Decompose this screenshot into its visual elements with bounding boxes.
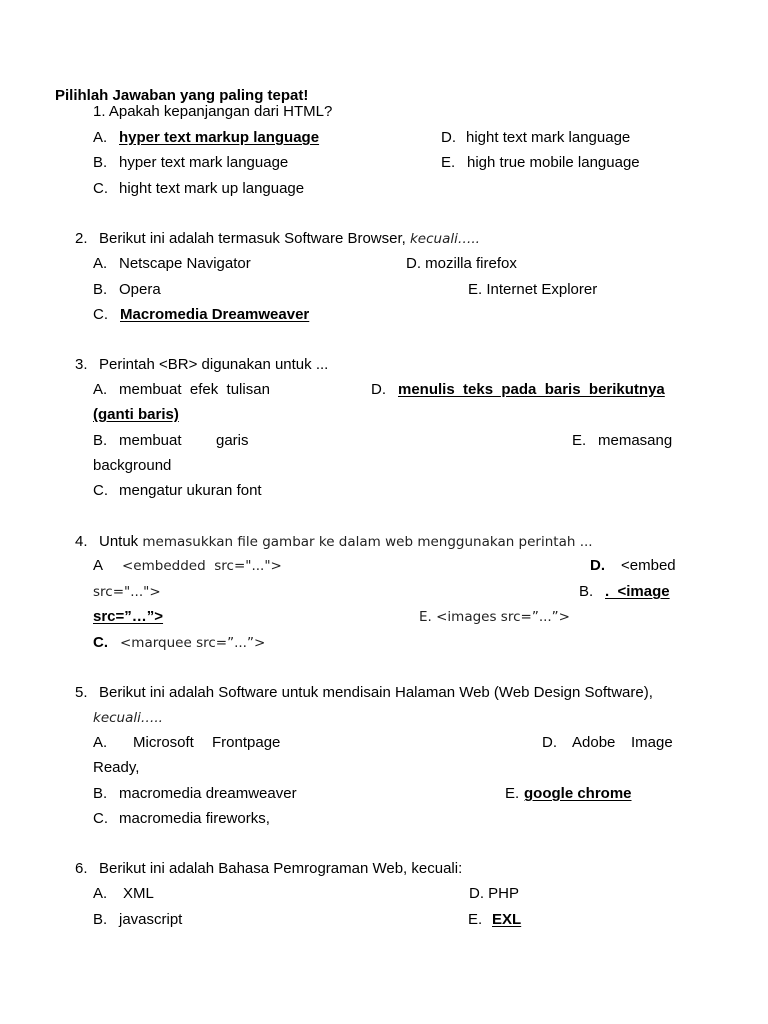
q4-option-d: <embed [621,557,676,574]
q3-option-e-cont: background [93,457,172,474]
q4-option-b-answer: . <image [605,583,670,600]
q3-option-d-answer-cont: (ganti baris) [93,406,179,423]
q4-option-a-letter: A [93,557,104,574]
q2-kecuali: kecuali….. [409,231,480,247]
q5-option-c-letter: C. [93,810,108,827]
q6-option-b: javascript [119,911,183,928]
q2-option-b-letter: B. [93,281,108,298]
q4-option-c: <marquee src=”...”> [120,635,266,651]
q1-option-a-letter: A. [93,129,108,146]
q5-option-e-letter: E. [505,785,520,802]
q6-question: Berikut ini adalah Bahasa Pemrograman Web, kecuali: [99,860,463,877]
q1-option-c-letter: C. [93,180,108,197]
q4-option-c-letter: C. [93,634,108,651]
q4-option-b-answer-cont: src=”…”> [93,608,164,625]
q3-option-d-letter: D. [371,381,386,398]
q2-option-a-letter: A. [93,255,108,272]
q3-option-b-word1: membuat [119,432,182,449]
q4-option-e: E. <images src=”...”> [419,609,570,625]
q3-option-e: memasang [598,432,673,449]
q2-option-c-answer: Macromedia Dreamweaver [120,306,310,323]
instruction-heading: Pilihlah Jawaban yang paling tepat! [55,87,309,104]
q3-option-a: membuat efek tulisan [119,381,270,398]
q3-number: 3. [75,356,88,373]
q4-option-a: <embedded src="..."> [122,558,282,574]
q5-option-a-word1: Microsoft [133,734,194,751]
q3-option-b-letter: B. [93,432,108,449]
q1-option-b-letter: B. [93,154,108,171]
q5-option-b: macromedia dreamweaver [119,785,297,802]
q5-option-a-word2: Frontpage [212,734,281,751]
q6-option-d: D. PHP [469,885,520,902]
q3-option-a-letter: A. [93,381,108,398]
q1-option-b: hyper text mark language [119,154,289,171]
q6-number: 6. [75,860,88,877]
q3-question: Perintah <BR> digunakan untuk ... [99,356,329,373]
q3-option-d-answer: menulis teks pada baris berikutnya [398,381,665,398]
q5-option-d-word1: Adobe [572,734,616,751]
q5-option-b-letter: B. [93,785,108,802]
q2-option-d: D. mozilla firefox [406,255,517,272]
q5-option-d-cont: Ready, [93,759,140,776]
q5-option-c: macromedia fireworks, [119,810,270,827]
q4-question: Untuk memasukkan file gambar ke dalam web menggunakan perintah ... [99,533,593,550]
q2-number: 2. [75,230,88,247]
q6-option-e-letter: E. [468,911,483,928]
q1-option-e: high true mobile language [467,154,640,171]
q5-kecuali: kecuali….. [93,710,163,726]
q1-option-c: hight text mark up language [119,180,305,197]
q4-option-b-letter: B. [579,583,594,600]
q6-option-b-letter: B. [93,911,108,928]
q5-number: 5. [75,684,88,701]
q1-option-a-answer: hyper text markup language [119,129,320,146]
q3-option-e-letter: E. [572,432,587,449]
q5-question: Berikut ini adalah Software untuk mendisain Halaman Web (Web Design Software), [99,684,653,701]
q2-option-e: E. Internet Explorer [468,281,598,298]
q6-option-e-answer: EXL [492,911,522,928]
q1-option-e-letter: E. [441,154,456,171]
q5-option-d-word2: Image [631,734,673,751]
q3-option-b-word2: garis [216,432,249,449]
q5-option-a-letter: A. [93,734,108,751]
q4-option-d-letter: D. [590,557,605,574]
q6-option-a: XML [123,885,154,902]
q3-option-c: mengatur ukuran font [119,482,262,499]
q1-option-d: hight text mark language [466,129,631,146]
q5-option-e-answer: google chrome [524,785,632,802]
q3-option-c-letter: C. [93,482,108,499]
q4-option-d-cont: src="..."> [93,584,161,600]
q5-option-d-letter: D. [542,734,557,751]
q2-option-c-letter: C. [93,306,108,323]
q2-option-a: Netscape Navigator [119,255,251,272]
q6-option-a-letter: A. [93,885,108,902]
q4-number: 4. [75,533,88,550]
q2-question: Berikut ini adalah termasuk Software Browser, kecuali….. [99,230,480,247]
q2-option-b: Opera [119,281,161,298]
q1-question: 1. Apakah kepanjangan dari HTML? [93,103,333,120]
q1-option-d-letter: D. [441,129,456,146]
